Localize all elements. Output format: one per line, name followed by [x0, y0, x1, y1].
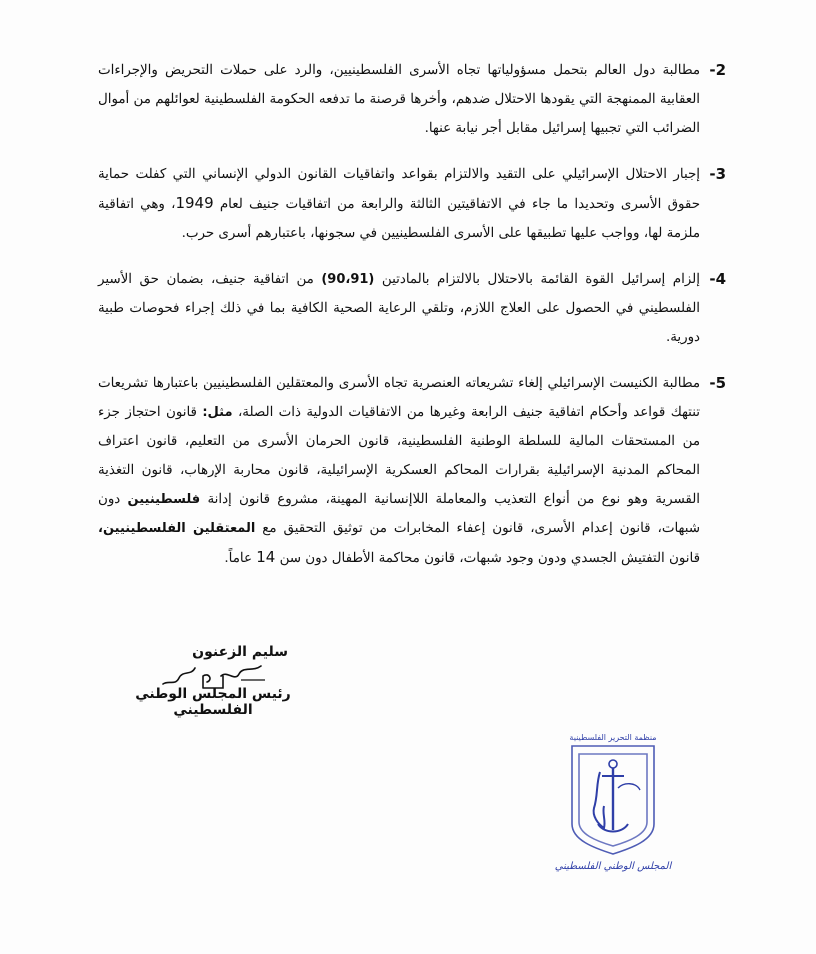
item-text: قانون التفتيش الجسدي ودون وجود شبهات، قانون محاكمة الأطفال دون سن	[279, 551, 700, 566]
item-text: عاماً.	[224, 551, 252, 566]
item-text: قانون احتجاز جزء من المستحقات المالية للسلطة الوطنية الفلسطينية، قانون الحرمان الأسرى من التعليم، قانون اعتراف المحاكم المدنية الإسرائيلية بقرارات المحاكم العسكرية الإسرائيلية، قانون محاربة الإرهاب، قانون التغذية القسرية وهو نوع من أنواع التعذيب والمعاملة اللاإنسانية المهينة، مشروع قانون إدانة	[98, 405, 701, 507]
example-label: مثل:	[202, 405, 233, 420]
list-item	[98, 265, 726, 352]
item-text: ، وهي اتفاقية ملزمة لها، وواجب عليها تطبيقها على الأسرى الفلسطينيين في سجونها، باعتبارهم أسرى حرب.	[98, 197, 700, 241]
bold-term: المعتقلين الفلسطينيين،	[98, 521, 256, 536]
list-item	[98, 56, 726, 143]
signer-title: رئيس المجلس الوطني الفلسطيني	[135, 686, 291, 718]
item-text: إجبار الاحتلال الإسرائيلي على التقيد والالتزام بقواعد واتفاقيات القانون الدولي الإنساني التي كفلت حماية حقوق الأسرى وتحديدا ما جاء في الاتفاقيتين الثالثة والرابعة من اتفاقيات جنيف لعام	[98, 167, 700, 212]
item-number: 4-	[709, 270, 726, 288]
item-text: مطالبة دول العالم بتحمل مسؤولياتها تجاه الأسرى الفلسطينيين، والرد على حملات التحريض والإجراءات العقابية الممنهجة التي يقودها الاحتلال ضدهم، وأخرها قرصنة ما تدفعه الحكومة الفلسطينية لعوائلهم من أموال الضرائب التي تجبيها إسرائيل مقابل أجر نيابة عنها.	[98, 63, 700, 136]
list-item	[98, 369, 726, 573]
item-text: مطالبة الكنيست الإسرائيلي إلغاء تشريعاته العنصرية تجاه الأسرى والمعتقلين الفلسطينيين باعتبارها تشريعات تنتهك قواعد وأحكام اتفاقية جنيف الرابعة وغيرها من الاتفاقيات الدولية ذات الصلة،	[98, 376, 700, 420]
item-number: 3-	[709, 165, 726, 183]
official-stamp-icon	[552, 724, 674, 874]
item-number: 2-	[709, 61, 726, 79]
signature-block	[98, 644, 328, 718]
age-value: 14	[256, 548, 276, 566]
article-numbers: (90،91)	[321, 272, 375, 287]
list-item	[98, 160, 726, 248]
demands-list	[98, 56, 726, 590]
item-text: من اتفاقية جنيف، بضمان حق الأسير الفلسطيني في الحصول على العلاج اللازم، وتلقي الرعاية الصحية الكافية بما في ذلك إجراء فحوصات طبية دورية.	[98, 272, 700, 345]
bold-term: فلسطينيين	[127, 492, 201, 507]
year-value: 1949	[175, 194, 214, 212]
item-text: دون شبهات، قانون إعدام الأسرى، قانون إعفاء المخابرات من توثيق التحقيق مع	[98, 492, 700, 536]
stamp-arc-text: منظمة التحرير الفلسطينية	[569, 733, 657, 742]
stamp-bottom-text: المجلس الوطني الفلسطيني	[554, 861, 672, 872]
item-text: إلزام إسرائيل القوة القائمة بالاحتلال بالالتزام بالمادتين	[381, 272, 700, 287]
signer-name: سليم الزعنون	[192, 644, 288, 660]
item-number: 5-	[709, 374, 726, 392]
